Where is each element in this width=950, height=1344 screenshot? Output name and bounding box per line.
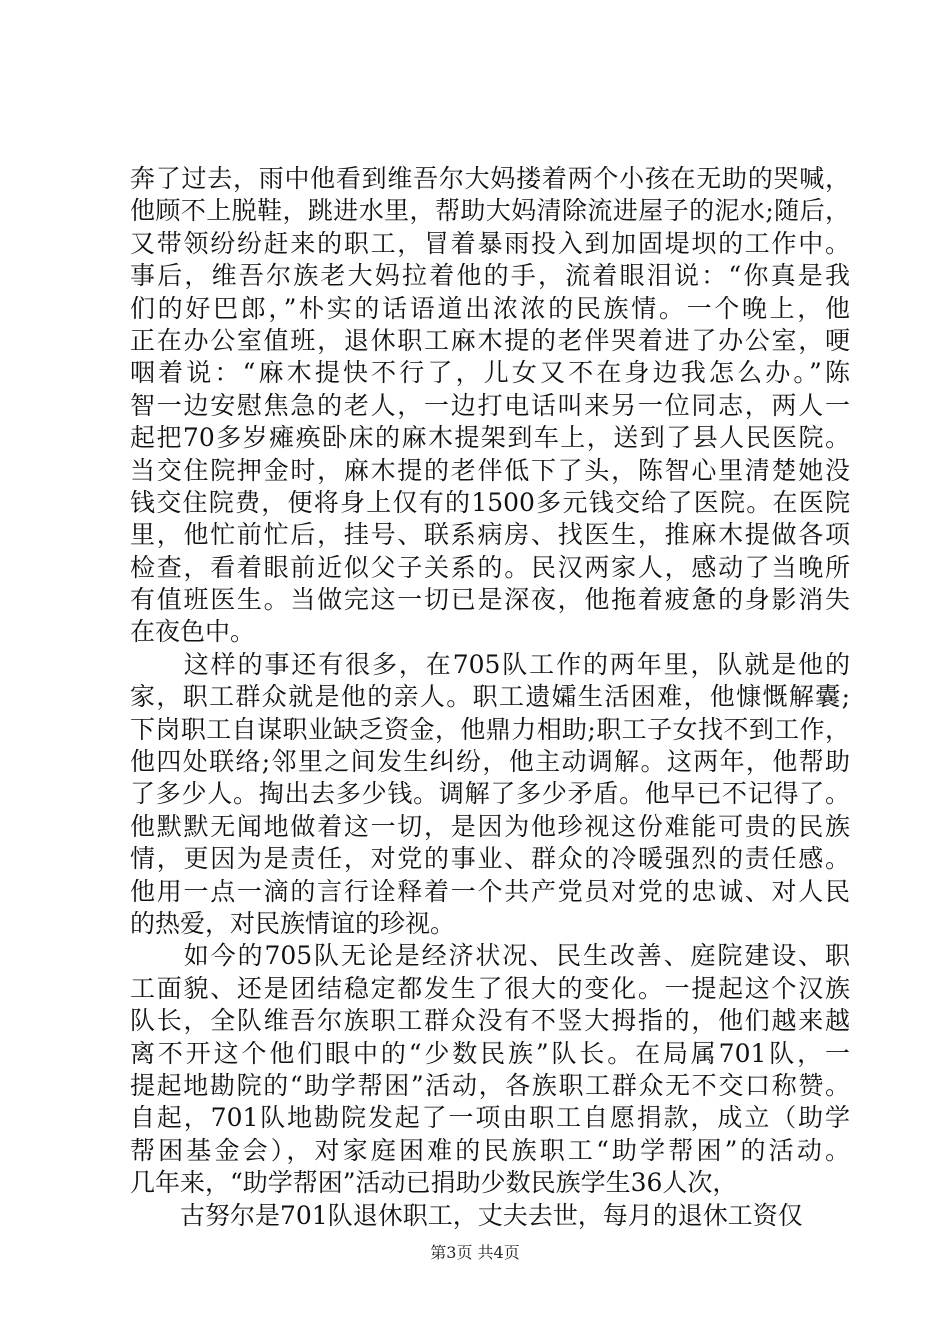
text-line: 情，更因为是责任，对党的事业、群众的冷暖强烈的责任感。 xyxy=(130,844,850,874)
text-line: 们的好巴郎，”朴实的话语道出浓浓的民族情。一个晚上，他 xyxy=(130,293,850,323)
text-line: 他用一点一滴的言行诠释着一个共产党员对党的忠诚、对人民 xyxy=(130,876,850,906)
text-line: 奔了过去，雨中他看到维吾尔大妈搂着两个小孩在无助的哭喊， xyxy=(130,164,850,193)
text-line: 他顾不上脱鞋，跳进水里，帮助大妈清除流进屋子的泥水;随后， xyxy=(130,196,850,226)
article-body xyxy=(130,163,850,1232)
text-line: 事后，维吾尔族老大妈拉着他的手，流着眼泪说：“你真是我 xyxy=(130,261,850,291)
text-line: 下岗职工自谋职业缺乏资金，他鼎力相助;职工子女找不到工作， xyxy=(130,714,850,744)
text-line: 这样的事还有很多，在705队工作的两年里，队就是他的 xyxy=(130,649,850,679)
text-line: 咽着说：“麻木提快不行了，儿女又不在身边我怎么办。”陈 xyxy=(130,358,850,388)
text-line: 的热爱，对民族情谊的珍视。 xyxy=(130,908,456,938)
text-line: 工面貌、还是团结稳定都发生了很大的变化。一提起这个汉族 xyxy=(130,973,850,1003)
text-line: 检查，看着眼前近似父子关系的。民汉两家人，感动了当晚所 xyxy=(130,552,850,582)
text-line: 当交住院押金时，麻木提的老伴低下了头，陈智心里清楚她没 xyxy=(130,455,850,485)
text-line: 离不开这个他们眼中的“少数民族”队长。在局属701队，一 xyxy=(130,1038,850,1068)
text-line: 帮困基金会），对家庭困难的民族职工“助学帮困”的活动。 xyxy=(130,1135,850,1165)
text-line: 在夜色中。 xyxy=(130,617,256,647)
text-line: 他四处联络;邻里之间发生纠纷，他主动调解。这两年，他帮助 xyxy=(130,747,850,777)
text-line: 起把70多岁瘫痪卧床的麻木提架到车上，送到了县人民医院。 xyxy=(130,423,850,453)
text-line: 有值班医生。当做完这一切已是深夜，他拖着疲惫的身影消失 xyxy=(130,585,850,615)
text-line: 自起，701队地勘院发起了一项由职工自愿捐款，成立（助学 xyxy=(130,1103,850,1133)
text-line: 智一边安慰焦急的老人，一边打电话叫来另一位同志，两人一 xyxy=(130,390,850,420)
text-line: 家，职工群众就是他的亲人。职工遗孀生活困难，他慷慨解囊; xyxy=(130,682,850,712)
text-line: 里，他忙前忙后，挂号、联系病房、找医生，推麻木提做各项 xyxy=(130,520,850,550)
text-line: 提起地勘院的“助学帮困”活动，各族职工群众无不交口称赞。 xyxy=(130,1070,850,1100)
text-line: 正在办公室值班，退休职工麻木提的老伴哭着进了办公室，哽 xyxy=(130,325,850,355)
text-line: 如今的705队无论是经济状况、民生改善、庭院建设、职 xyxy=(130,941,850,971)
text-line: 几年来，“助学帮困”活动已捐助少数民族学生36人次， xyxy=(130,1168,738,1198)
text-line: 了多少人。掏出去多少钱。调解了多少矛盾。他早已不记得了。 xyxy=(130,779,850,809)
page-footer: 第3页 共4页 xyxy=(430,1243,520,1262)
text-line: 队长，全队维吾尔族职工群众没有不竖大拇指的，他们越来越 xyxy=(130,1006,850,1036)
text-line: 他默默无闻地做着这一切，是因为他珍视这份难能可贵的民族 xyxy=(130,811,850,841)
text-line: 古努尔是701队退休职工，丈夫去世，每月的退休工资仅 xyxy=(130,1200,803,1230)
text-line: 钱交住院费，便将身上仅有的1500多元钱交给了医院。在医院 xyxy=(130,487,850,517)
text-line: 又带领纷纷赶来的职工，冒着暴雨投入到加固堤坝的工作中。 xyxy=(130,228,850,258)
